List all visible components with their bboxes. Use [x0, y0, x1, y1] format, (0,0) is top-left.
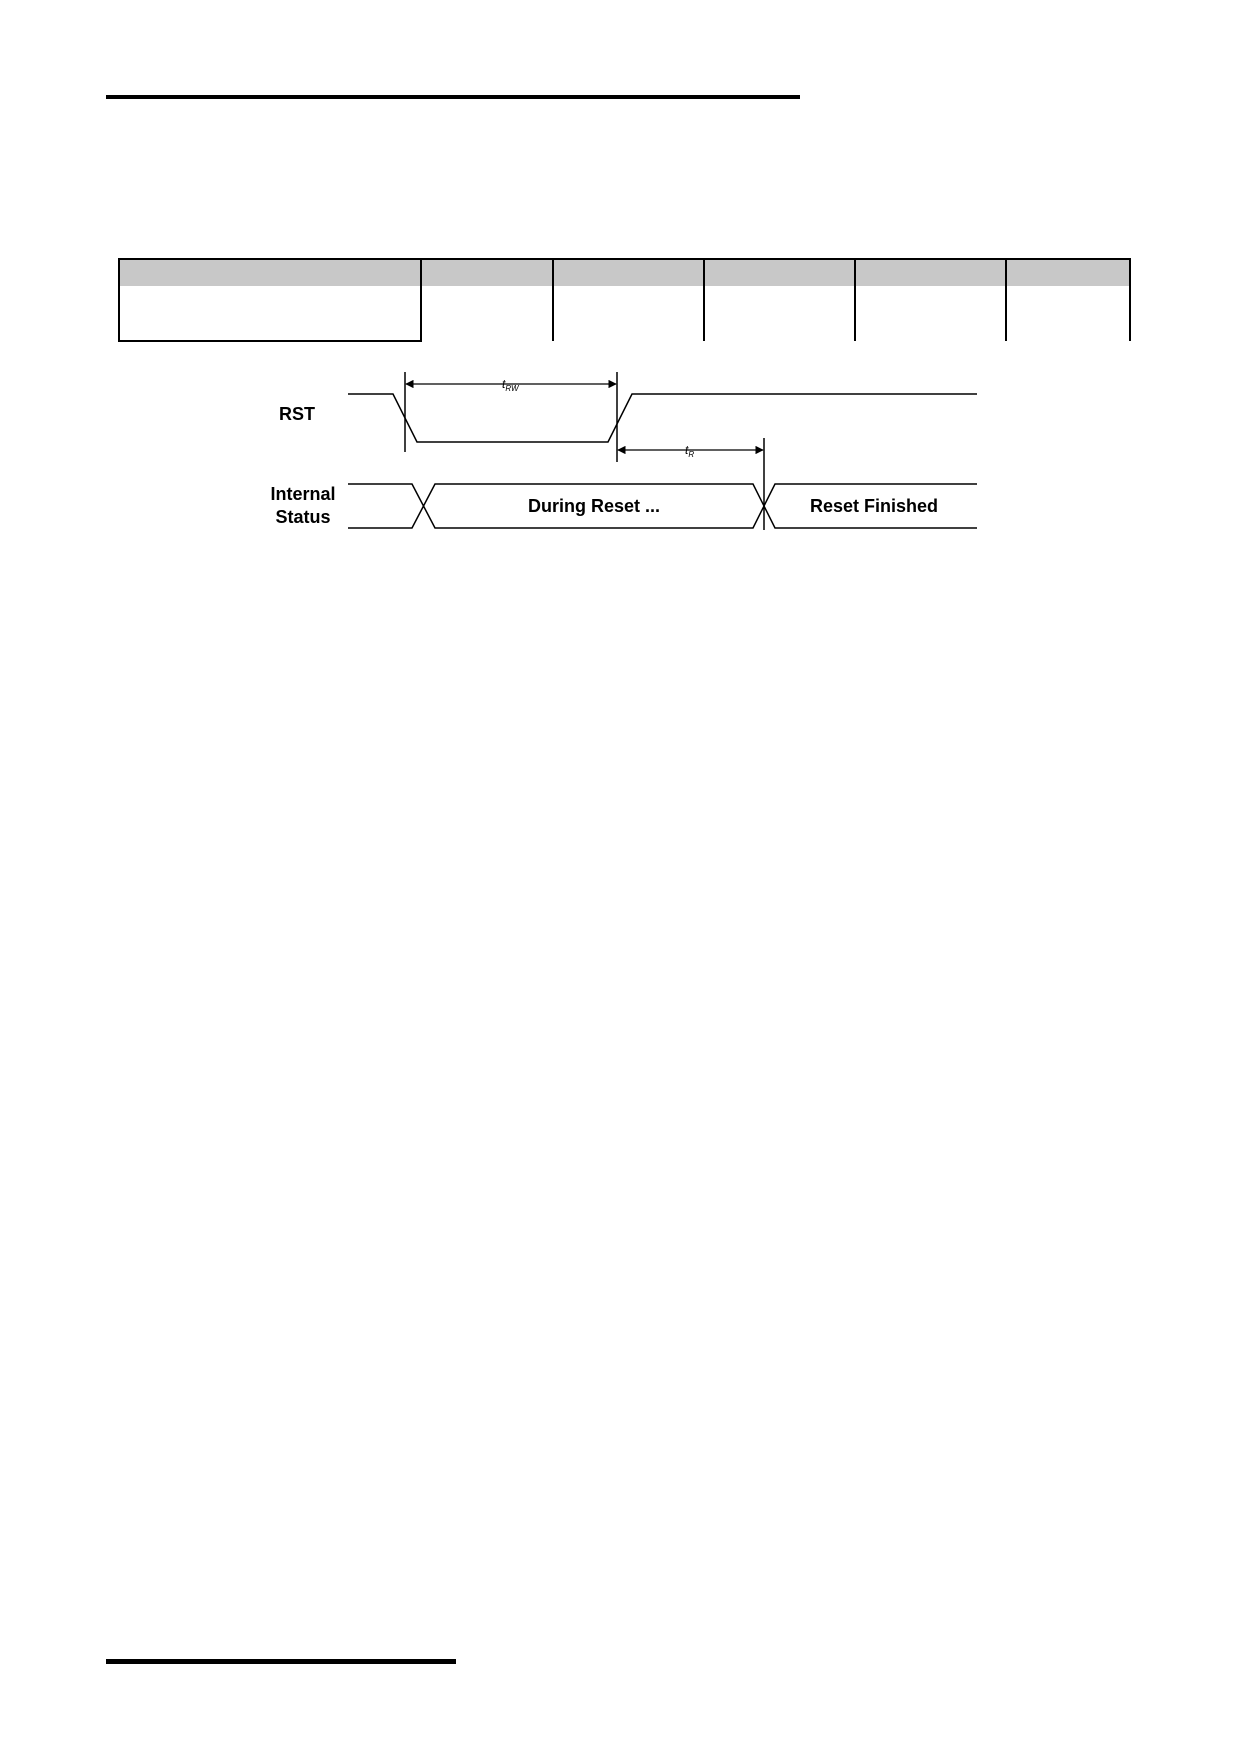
state-reset-finished: Reset Finished [809, 496, 939, 516]
reset-timing-diagram [0, 0, 1240, 620]
state-during-reset: During Reset ... [527, 496, 661, 516]
footer-rule [106, 1659, 456, 1664]
t-r-label: $t_R$ [685, 443, 695, 459]
internal-status-label-line2: Status [275, 507, 331, 527]
rst-waveform [348, 394, 977, 442]
internal-status-label-line1: Internal [270, 484, 336, 504]
rst-signal-label: RST [279, 404, 315, 424]
t-rw-label: $t_{RW}$ [502, 377, 519, 393]
